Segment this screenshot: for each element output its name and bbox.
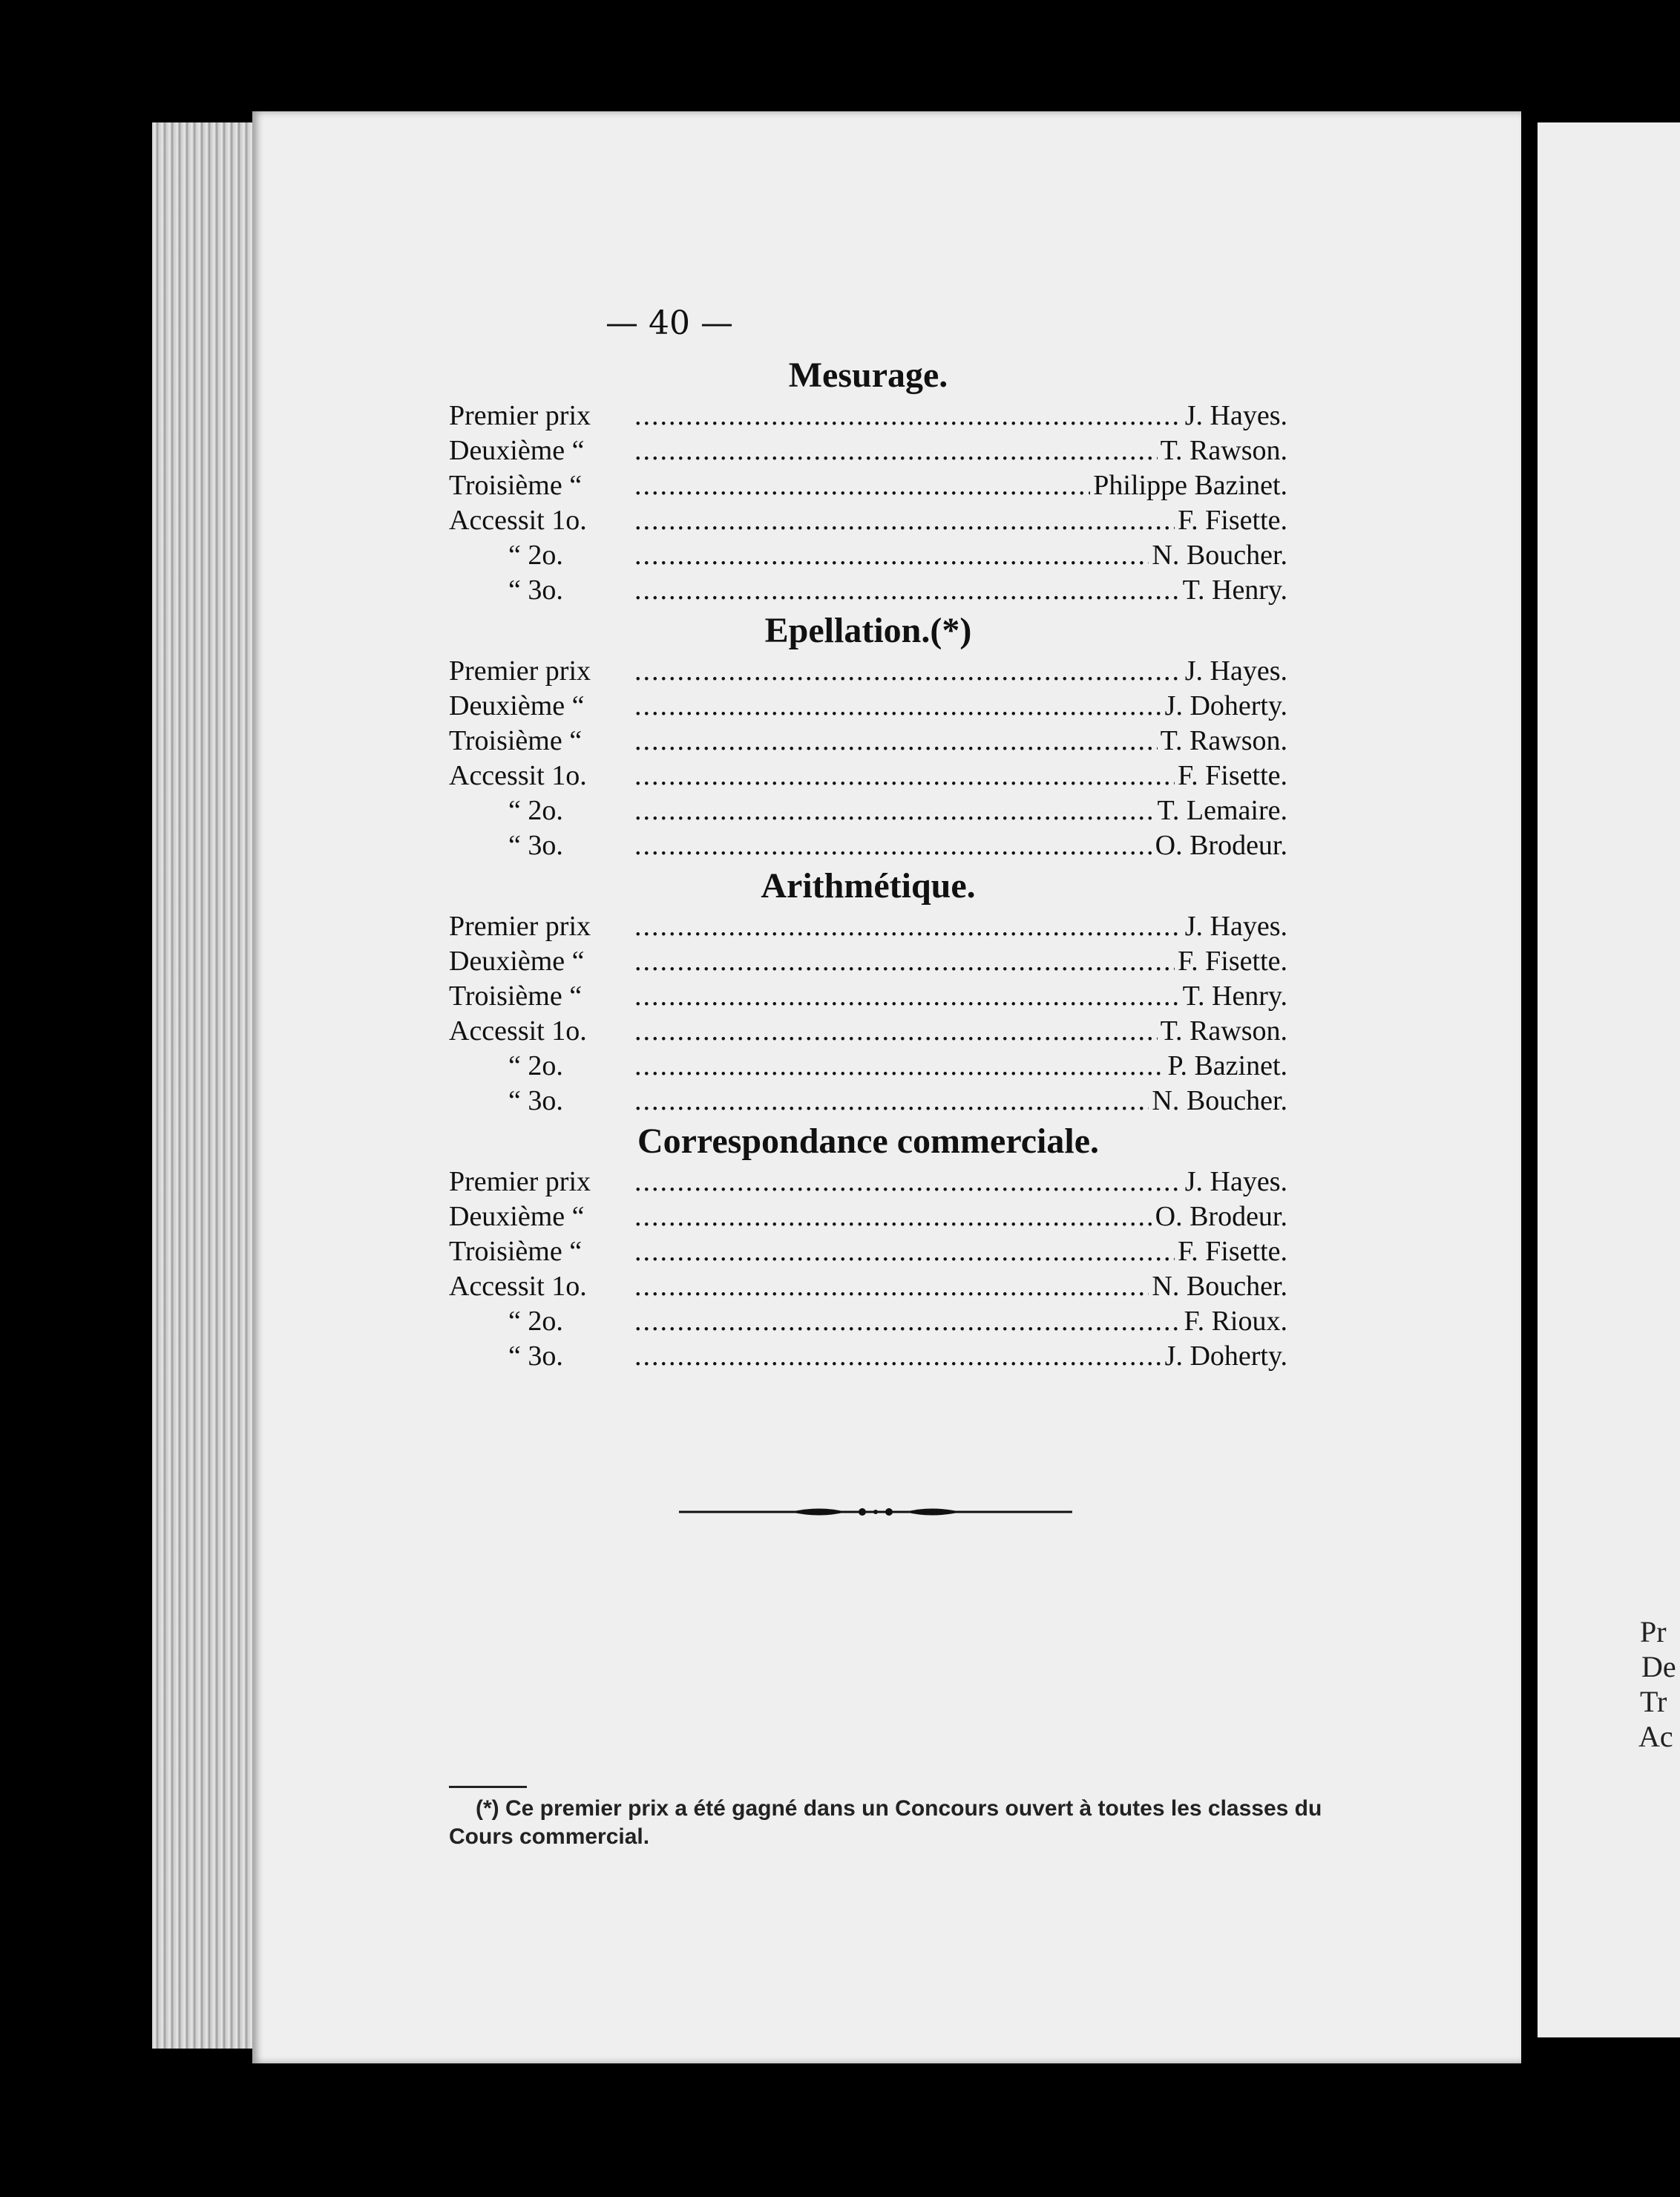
right-page-fragment-text: Pr bbox=[1640, 1615, 1667, 1648]
prize-row bbox=[449, 759, 1287, 793]
prize-section bbox=[449, 353, 1287, 608]
winner-name: F. Fisette. bbox=[1178, 505, 1287, 536]
prize-row bbox=[449, 1014, 1287, 1049]
prize-label: Accessit 1o. bbox=[449, 760, 587, 791]
leader-dots bbox=[634, 654, 1182, 689]
prize-row bbox=[449, 909, 1287, 944]
prize-label: “ 2o. bbox=[508, 1050, 563, 1081]
prize-row bbox=[449, 468, 1287, 503]
prize-row bbox=[449, 1234, 1287, 1269]
prize-label: Deuxième “ bbox=[449, 435, 585, 466]
prize-row bbox=[449, 1269, 1287, 1304]
prize-label: Deuxième “ bbox=[449, 690, 585, 721]
prize-label: Accessit 1o. bbox=[449, 1015, 587, 1047]
prize-row bbox=[449, 724, 1287, 759]
leader-dots bbox=[634, 538, 1149, 573]
leader-dots bbox=[634, 689, 1162, 724]
winner-name: Philippe Bazinet. bbox=[1093, 470, 1287, 501]
section-title: Mesurage. bbox=[788, 356, 948, 395]
right-page-fragment-text: Tr bbox=[1640, 1685, 1667, 1718]
leader-dots bbox=[634, 1199, 1152, 1234]
prize-label: Troisième “ bbox=[449, 725, 583, 756]
section-title: Epellation.(*) bbox=[764, 611, 972, 650]
prize-label: Deuxième “ bbox=[449, 1201, 585, 1232]
prize-label: Accessit 1o. bbox=[449, 505, 587, 536]
prize-label: Troisième “ bbox=[449, 470, 583, 501]
ornamental-divider bbox=[679, 1501, 1072, 1523]
prize-row bbox=[449, 573, 1287, 608]
leader-dots bbox=[634, 1049, 1165, 1084]
leader-dots bbox=[634, 503, 1175, 538]
prize-row bbox=[449, 1339, 1287, 1374]
section-title: Arithmétique. bbox=[761, 866, 976, 906]
prize-section bbox=[449, 608, 1287, 863]
prize-row bbox=[449, 1199, 1287, 1234]
prize-list bbox=[449, 353, 1287, 1374]
leader-dots bbox=[634, 399, 1182, 433]
prize-row bbox=[449, 689, 1287, 724]
winner-name: J. Doherty. bbox=[1164, 1340, 1287, 1372]
prize-row bbox=[449, 828, 1287, 863]
winner-name: T. Rawson. bbox=[1160, 725, 1287, 756]
winner-name: F. Fisette. bbox=[1178, 760, 1287, 791]
prize-label: Troisième “ bbox=[449, 1236, 583, 1267]
prize-row bbox=[449, 399, 1287, 433]
leader-dots bbox=[634, 1084, 1149, 1119]
winner-name: P. Bazinet. bbox=[1167, 1050, 1287, 1081]
book-page-edges bbox=[152, 122, 256, 2049]
prize-label: “ 3o. bbox=[508, 574, 563, 606]
winner-name: F. Rioux. bbox=[1184, 1306, 1287, 1337]
winner-name: J. Hayes. bbox=[1184, 655, 1287, 687]
leader-dots bbox=[634, 909, 1182, 944]
prize-row bbox=[449, 503, 1287, 538]
prize-label: Premier prix bbox=[449, 911, 591, 942]
winner-name: F. Fisette. bbox=[1178, 1236, 1287, 1267]
leader-dots bbox=[634, 1165, 1182, 1199]
prize-row bbox=[449, 944, 1287, 979]
prize-row bbox=[449, 538, 1287, 573]
prize-label: Premier prix bbox=[449, 400, 591, 431]
leader-dots bbox=[634, 433, 1158, 468]
prize-label: “ 3o. bbox=[508, 1085, 563, 1116]
prize-section bbox=[449, 863, 1287, 1119]
prize-row bbox=[449, 1304, 1287, 1339]
winner-name: T. Rawson. bbox=[1160, 1015, 1287, 1047]
winner-name: J. Hayes. bbox=[1184, 400, 1287, 431]
leader-dots bbox=[634, 979, 1180, 1014]
leader-dots bbox=[634, 793, 1155, 828]
prize-label: “ 3o. bbox=[508, 1340, 563, 1372]
winner-name: J. Hayes. bbox=[1184, 1166, 1287, 1197]
leader-dots bbox=[634, 468, 1090, 503]
leader-dots bbox=[634, 1014, 1158, 1049]
prize-label: “ 2o. bbox=[508, 540, 563, 571]
right-page-fragment-text: De bbox=[1641, 1650, 1676, 1683]
winner-name: T. Lemaire. bbox=[1157, 795, 1287, 826]
leader-dots bbox=[634, 1234, 1175, 1269]
prize-label: Troisième “ bbox=[449, 980, 583, 1012]
winner-name: T. Rawson. bbox=[1160, 435, 1287, 466]
leader-dots bbox=[634, 759, 1175, 793]
prize-section bbox=[449, 1119, 1287, 1374]
prize-label: Deuxième “ bbox=[449, 946, 585, 977]
prize-row bbox=[449, 793, 1287, 828]
leader-dots bbox=[634, 1304, 1181, 1339]
leader-dots bbox=[634, 1269, 1149, 1304]
winner-name: N. Boucher. bbox=[1152, 1271, 1287, 1302]
leader-dots bbox=[634, 573, 1180, 608]
prize-label: Accessit 1o. bbox=[449, 1271, 587, 1302]
prize-row bbox=[449, 654, 1287, 689]
leader-dots bbox=[634, 944, 1175, 979]
winner-name: O. Brodeur. bbox=[1155, 1201, 1287, 1232]
section-title: Correspondance commerciale. bbox=[637, 1122, 1100, 1161]
winner-name: T. Henry. bbox=[1182, 574, 1287, 606]
leader-dots bbox=[634, 828, 1152, 863]
prize-row bbox=[449, 1084, 1287, 1119]
winner-name: J. Doherty. bbox=[1164, 690, 1287, 721]
page-number: — 40 — bbox=[606, 304, 733, 342]
prize-label: “ 2o. bbox=[508, 795, 563, 826]
right-page-fragment-text: Ac bbox=[1638, 1720, 1673, 1753]
prize-row bbox=[449, 979, 1287, 1014]
prize-row bbox=[449, 1049, 1287, 1084]
prize-label: “ 2o. bbox=[508, 1306, 563, 1337]
leader-dots bbox=[634, 724, 1158, 759]
prize-label: Premier prix bbox=[449, 1166, 591, 1197]
footnote-rule bbox=[449, 1786, 527, 1788]
prize-row bbox=[449, 1165, 1287, 1199]
winner-name: O. Brodeur. bbox=[1155, 830, 1287, 861]
leader-dots bbox=[634, 1339, 1162, 1374]
winner-name: T. Henry. bbox=[1182, 980, 1287, 1012]
winner-name: J. Hayes. bbox=[1184, 911, 1287, 942]
winner-name: N. Boucher. bbox=[1152, 540, 1287, 571]
footnote: (*) Ce premier prix a été gagné dans un Concours ouvert à toutes les classes du Cours commercial. bbox=[449, 1796, 1322, 1849]
winner-name: F. Fisette. bbox=[1178, 946, 1287, 977]
prize-label: “ 3o. bbox=[508, 830, 563, 861]
right-page-fragment bbox=[1538, 122, 1680, 2037]
winner-name: N. Boucher. bbox=[1152, 1085, 1287, 1116]
prize-label: Premier prix bbox=[449, 655, 591, 687]
prize-row bbox=[449, 433, 1287, 468]
